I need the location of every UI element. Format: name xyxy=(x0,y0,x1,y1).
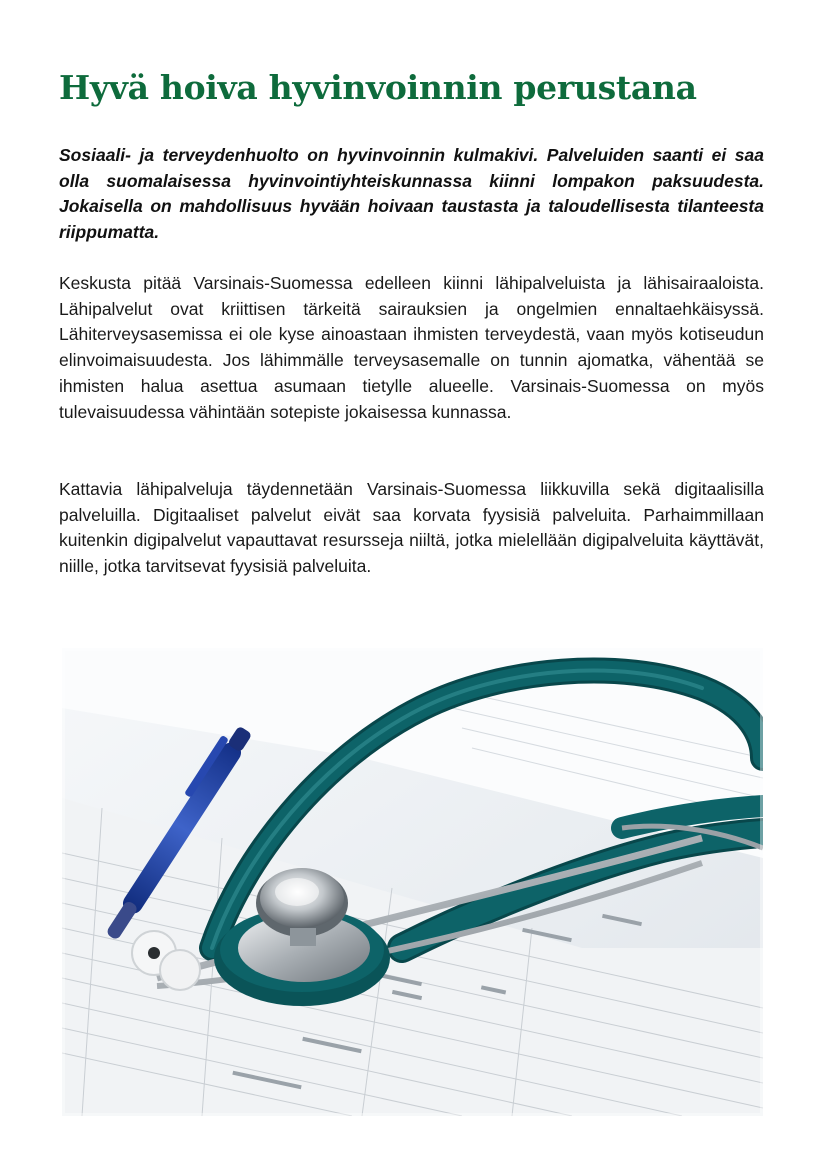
page-title: Hyvä hoiva hyvinvoinnin perustana xyxy=(59,68,697,107)
body-paragraph: Keskusta pitää Varsinais-Suomessa edelleen kiinni lähipalveluista ja lähisairaaloista. Lähipalvelut ovat kriittisen tärkeitä sairauksien ja ongelmien ennaltaehkäisyssä. Lähiterveysasemissa ei ole kyse ainoastaan ihmisten terveydestä, vaan myös kotiseudun elinvoimaisuudesta. Jos lähimmälle terveysasemalle on tunnin ajomatka, vähentää se ihmisten halua asettua asumaan tietylle alueelle. Varsinais-Suomessa on myös tulevaisuudessa vähintään sotepiste jokaisessa kunnassa. xyxy=(59,273,764,422)
lead-paragraph: Sosiaali- ja terveydenhuolto on hyvinvoinnin kulmakivi. Palveluiden saanti ei saa olla suomalaisessa hyvinvointiyhteiskunnassa kiinni lompakon paksuudesta. Jokaisella on mahdollisuus hyvään hoivaan taustasta ja taloudellisesta tilanteesta riippumatta. xyxy=(59,145,764,243)
body-paragraph: Kattavia lähipalveluja täydennetään Varsinais-Suomessa liikkuvilla sekä digitaalisilla palveluilla. Digitaaliset palvelut eivät saa korvata fyysisiä palveluita. Parhaimmillaan kuitenkin digipalvelut vapauttavat resursseja niiltä, jotka mielellään digipalveluita käyttävät, niille, jotka tarvitsevat fyysisiä palveluita. xyxy=(59,479,764,577)
stethoscope-photo xyxy=(62,648,763,1116)
